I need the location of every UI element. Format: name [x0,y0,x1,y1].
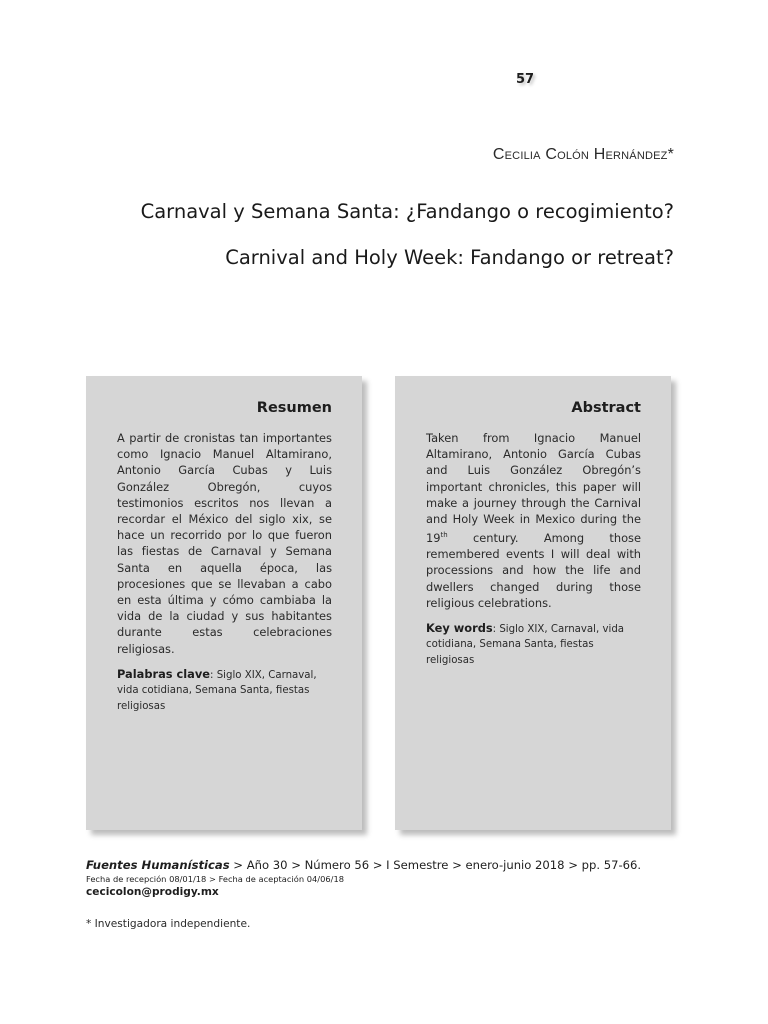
author-name: Cecilia Colón Hernández* [492,146,674,163]
key-words-list: : Siglo XIX, Carnaval, vida cotidiana, Semana Santa, fiestas religiosas [426,624,625,666]
key-words [426,621,641,668]
reception-dates: Fecha de recepción 08/01/18 > Fecha de aceptación 04/06/18 [86,874,344,884]
footnote: * Investigadora independiente. [86,918,251,930]
author-email: cecicolon@prodigy.mx [86,886,219,898]
citation-details: > Año 30 > Número 56 > I Semestre > enero-junio 2018 > pp. 57-66. [229,858,642,872]
abstract-text-superscript: th [440,531,448,540]
abstract-box [395,376,671,830]
page-number: 57 [515,72,535,87]
abstract-heading: Abstract [571,400,641,416]
abstract-text-part2: century. Among those remembered events I will deal with processions and how the life and dwellers changed during those religious celebrations. [426,531,641,610]
palabras-clave [117,667,332,714]
article-title-english: Carnival and Holy Week: Fandango or retreat? [225,246,674,269]
journal-name: Fuentes Humanísticas [86,858,230,872]
citation-block [86,857,686,899]
resumen-text: A partir de cronistas tan importantes como Ignacio Manuel Altamirano, Antonio García Cubas y Luis González Obregón, cuyos testimonios escritos nos llevan a recordar el México del siglo xix, se hace un recorrido por lo que fueron las fiestas de Carnaval y Semana Santa en aquella época, las procesiones que se llevaban a cabo en esta última y cómo cambiaba la vida de la ciudad y sus habitantes durante estas celebraciones religiosas. [117,431,332,656]
resumen-heading: Resumen [256,400,332,416]
citation-line [86,857,686,873]
abstract-text-part1: Taken from Ignacio Manuel Altamirano, Antonio García Cubas and Luis González Obregón’s important chronicles, this paper will make a journey through the Carnival and Holy Week in Mexico during the 19 [426,431,641,546]
resumen-box [86,376,362,830]
key-words-label: Key words [426,621,493,636]
palabras-clave-list: : Siglo XIX, Carnaval, vida cotidiana, Semana Santa, fiestas religiosas [117,669,317,712]
abstract-text [426,430,641,611]
palabras-clave-label: Palabras clave [117,666,211,681]
article-title-spanish: Carnaval y Semana Santa: ¿Fandango o recogimiento? [140,200,674,223]
